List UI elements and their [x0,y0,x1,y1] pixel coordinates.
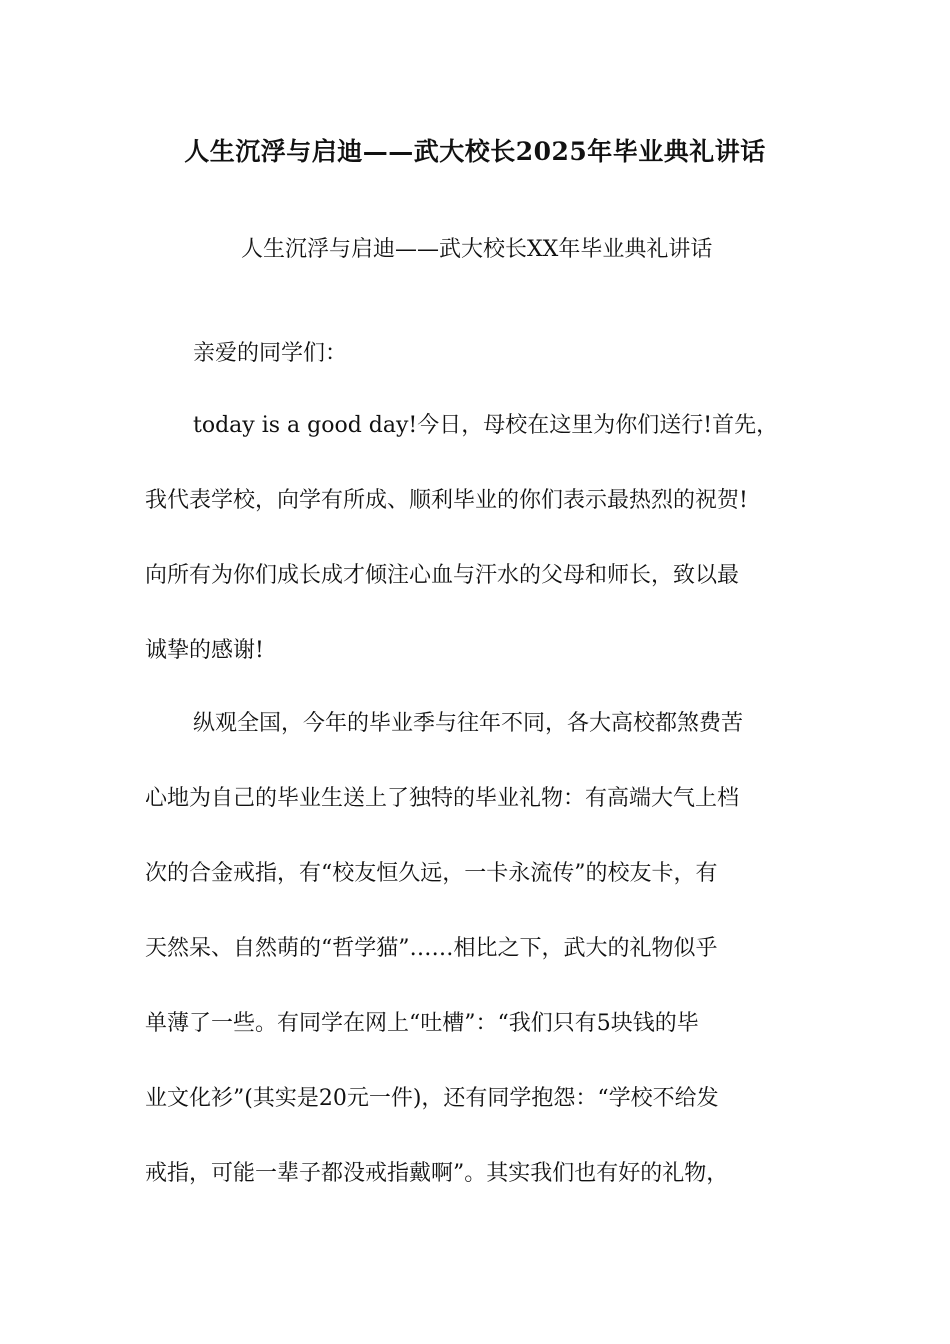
paragraph-line: 戒指，可能一辈子都没戒指戴啊”。其实我们也有好的礼物， [145,1161,729,1186]
paragraph-line: 诚挚的感谢! [145,638,264,663]
paragraph-line: today is a good day!今日，母校在这里为你们送行!首先， [193,413,779,438]
document-title: 人生沉浮与启迪——武大校长2025年毕业典礼讲话 [184,137,766,166]
paragraph-line: 业文化衫”(其实是20元一件)，还有同学抱怨：“学校不给发 [145,1086,719,1111]
paragraph-line: 次的合金戒指，有“校友恒久远，一卡永流传”的校友卡，有 [145,861,718,886]
paragraph-line: 纵观全国，今年的毕业季与往年不同，各大高校都煞费苦 [193,711,744,736]
paragraph-line: 向所有为你们成长成才倾注心血与汗水的父母和师长，致以最 [145,563,740,588]
paragraph-line: 天然呆、自然萌的“哲学猫”……相比之下，武大的礼物似乎 [145,936,718,961]
speech-subtitle: 人生沉浮与启迪——武大校长XX年毕业典礼讲话 [241,237,713,262]
paragraph-line: 单薄了一些。有同学在网上“吐槽”：“我们只有5块钱的毕 [145,1011,699,1036]
paragraph-line: 我代表学校，向学有所成、顺利毕业的你们表示最热烈的祝贺! [145,488,748,513]
paragraph-line: 心地为自己的毕业生送上了独特的毕业礼物：有高端大气上档 [145,786,740,811]
salutation: 亲爱的同学们： [193,341,348,366]
